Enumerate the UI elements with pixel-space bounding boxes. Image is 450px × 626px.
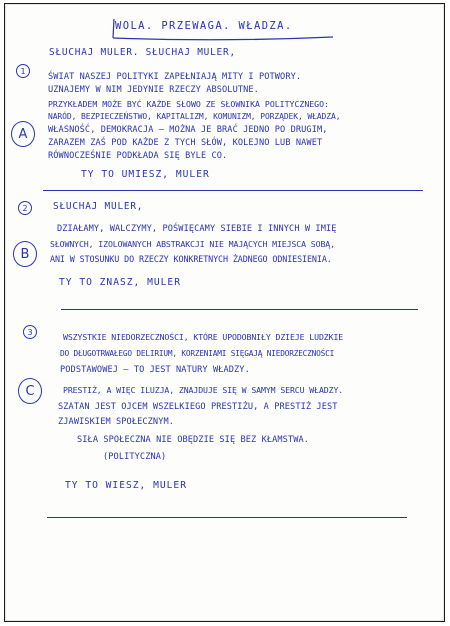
section-1-number: 1 bbox=[16, 64, 30, 78]
section-3-line-4: PRESTIŻ, A WIĘC ILUZJA, ZNAJDUJE SIĘ W SAMYM SERCU WŁADZY. bbox=[63, 385, 344, 395]
section-2-line-2: SŁOWNYCH, IZOLOWANYCH ABSTRAKCJI NIE MAJĄCYCH MIEJSCA SOBĄ, bbox=[50, 239, 335, 249]
section-3-line-2: DO DŁUGOTRWAŁEGO DELIRIUM, KORZENIAMI SIĘGAJĄ NIEDORZECZNOŚCI bbox=[60, 349, 335, 358]
section-2-number: 2 bbox=[18, 201, 32, 215]
section-3-line-1: WSZYSTKIE NIEDORZECZNOŚCI, KTÓRE UPODOBNIŁY DZIEJE LUDZKIE bbox=[63, 332, 344, 342]
section-3-line-3: PODSTAWOWEJ – TO JEST NATURY WŁADZY. bbox=[60, 365, 250, 375]
section-1-line-3: PRZYKŁADEM MOŻE BYĆ KAŻDE SŁOWO ZE SŁOWNIKA POLITYCZNEGO: bbox=[48, 99, 329, 109]
header-line: SŁUCHAJ MULER. SŁUCHAJ MULER, bbox=[49, 47, 236, 58]
section-divider-1 bbox=[43, 190, 423, 191]
section-3-line-6: ZJAWISKIEM SPOŁECZNYM. bbox=[58, 417, 175, 427]
section-1-line-4: NARÓD, BEZPIECZEŃSTWO, KAPITALIZM, KOMUNIZM, PORZĄDEK, WŁADZA, bbox=[48, 112, 341, 121]
section-3-closing-1: SIŁA SPOŁECZNA NIE OBĘDZIE SIĘ BEZ KŁAMSTWA. bbox=[77, 435, 310, 445]
section-3-letter: C bbox=[18, 378, 42, 404]
section-1-line-1: ŚWIAT NASZEJ POLITYKI ZAPEŁNIAJĄ MITY I POTWORY. bbox=[48, 72, 302, 82]
section-3-closing-2: (POLITYCZNA) bbox=[103, 452, 167, 462]
section-2-refrain: TY TO ZNASZ, MULER bbox=[59, 277, 181, 288]
section-2-letter: B bbox=[13, 241, 37, 267]
page-title: WOLA. PRZEWAGA. WŁADZA. bbox=[115, 20, 293, 32]
section-2-line-1: DZIAŁAMY, WALCZYMY, POŚWIĘCAMY SIEBIE I INNYCH W IMIĘ bbox=[57, 224, 337, 234]
section-3-line-5: SZATAN JEST OJCEM WSZELKIEGO PRESTIŻU, A PRESTIŻ JEST bbox=[58, 402, 338, 412]
section-1-refrain: TY TO UMIESZ, MULER bbox=[81, 169, 210, 180]
section-2-intro: SŁUCHAJ MULER, bbox=[53, 201, 144, 212]
section-1-letter: A bbox=[11, 121, 35, 147]
section-3-number: 3 bbox=[23, 325, 37, 339]
handwritten-page bbox=[4, 3, 445, 622]
section-3-refrain: TY TO WIESZ, MULER bbox=[65, 480, 187, 491]
section-1-line-6: ZARAZEM ZAŚ POD KAŻDE Z TYCH SŁÓW, KOLEJNO LUB NAWET bbox=[48, 138, 323, 148]
section-1-line-2: UZNAJEMY W NIM JEDYNIE RZECZY ABSOLUTNE. bbox=[48, 85, 259, 95]
section-1-line-5: WŁASNOŚĆ, DEMOKRACJA – MOŻNA JE BRAĆ JEDNO PO DRUGIM, bbox=[48, 125, 328, 135]
section-divider-2 bbox=[61, 309, 418, 310]
section-2-line-3: ANI W STOSUNKU DO RZECZY KONKRETNYCH ŻADNEGO ODNIESIENIA. bbox=[50, 254, 332, 264]
section-divider-3 bbox=[47, 517, 407, 518]
title-box bbox=[111, 16, 337, 44]
section-1-line-7: RÓWNOCZEŚNIE PODKŁADA SIĘ BYLE CO. bbox=[48, 151, 228, 161]
